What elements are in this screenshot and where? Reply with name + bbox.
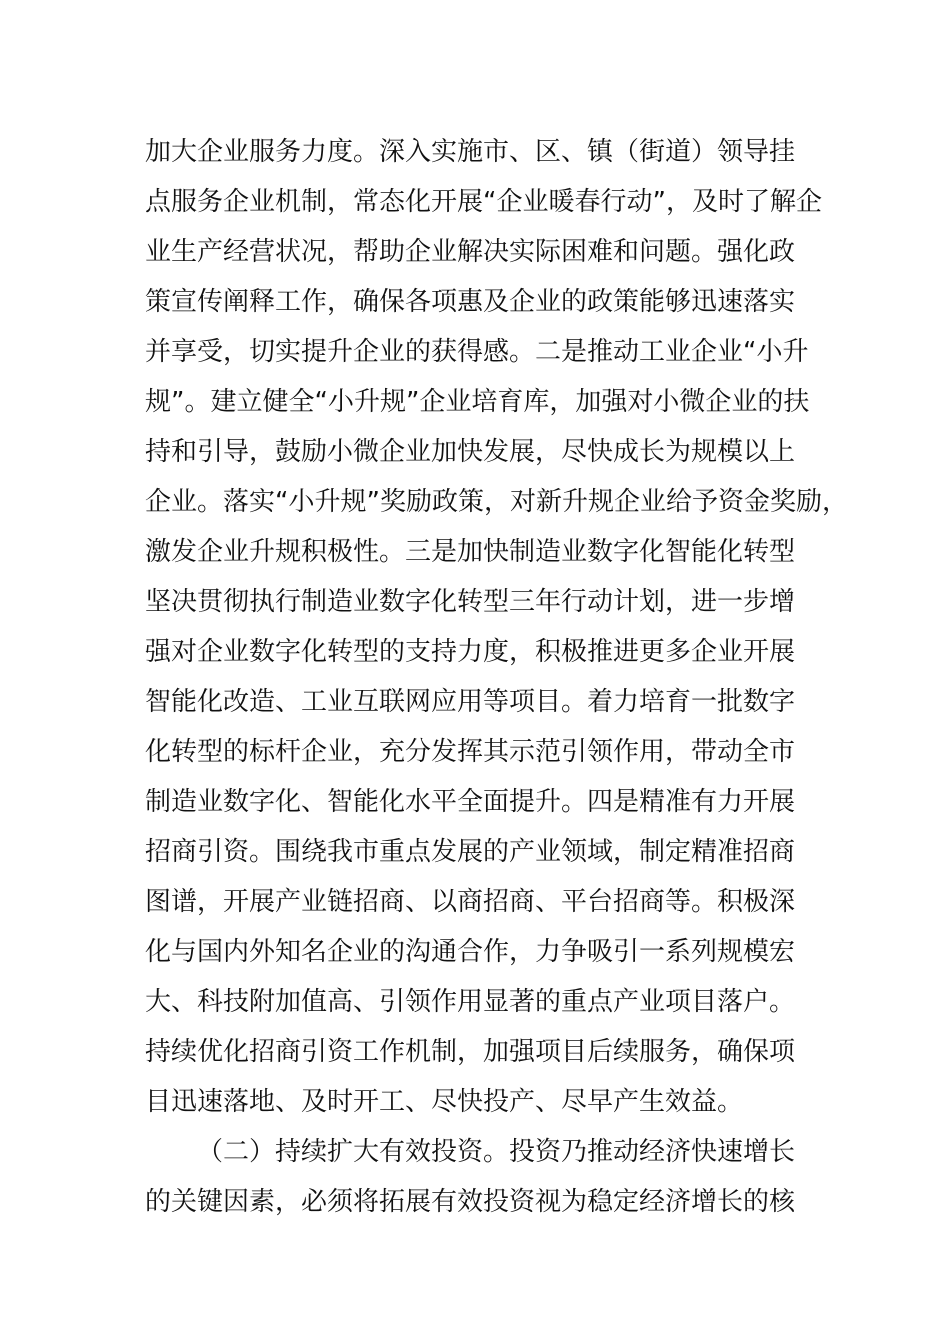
text-line: 业生产经营状况，帮助企业解决实际困难和问题。强化政	[145, 237, 796, 267]
text-line: 强对企业数字化转型的支持力度，积极推进更多企业开展	[145, 637, 796, 667]
text-line: 大、科技附加值高、引领作用显著的重点产业项目落户。	[145, 987, 796, 1017]
text-line: 点服务企业机制，常态化开展“企业暖春行动”，及时了解企	[145, 187, 822, 217]
text-line: 招商引资。围绕我市重点发展的产业领域，制定精准招商	[145, 837, 796, 867]
text-line: 企业。落实“小升规”奖励政策，对新升规企业给予资金奖励，	[145, 487, 848, 517]
text-line: 化与国内外知名企业的沟通合作，力争吸引一系列规模宏	[145, 937, 796, 967]
text-line: 智能化改造、工业互联网应用等项目。着力培育一批数字	[145, 687, 796, 717]
text-line: 持和引导，鼓励小微企业加快发展，尽快成长为规模以上	[145, 437, 796, 467]
text-line: 图谱，开展产业链招商、以商招商、平台招商等。积极深	[145, 887, 796, 917]
text-line: 化转型的标杆企业，充分发挥其示范引领作用，带动全市	[145, 737, 796, 767]
text-line: 持续优化招商引资工作机制，加强项目后续服务，确保项	[145, 1037, 796, 1067]
text-line: 的关键因素，必须将拓展有效投资视为稳定经济增长的核	[145, 1187, 796, 1217]
text-line: 目迅速落地、及时开工、尽快投产、尽早产生效益。	[145, 1087, 744, 1117]
text-line: 坚决贯彻执行制造业数字化转型三年行动计划，进一步增	[145, 587, 796, 617]
text-line: 制造业数字化、智能化水平全面提升。四是精准有力开展	[145, 787, 796, 817]
text-line: 激发企业升规积极性。三是加快制造业数字化智能化转型	[145, 537, 796, 567]
text-line: 策宣传阐释工作，确保各项惠及企业的政策能够迅速落实	[145, 287, 796, 317]
text-line: 并享受，切实提升企业的获得感。二是推动工业企业“小升	[145, 337, 809, 367]
text-line: 规”。建立健全“小升规”企业培育库，加强对小微企业的扶	[145, 387, 810, 417]
section-heading-line: （二）持续扩大有效投资。投资乃推动经济快速增长	[197, 1137, 796, 1167]
body-text	[145, 127, 848, 1227]
text-line: 加大企业服务力度。深入实施市、区、镇（街道）领导挂	[145, 137, 796, 167]
